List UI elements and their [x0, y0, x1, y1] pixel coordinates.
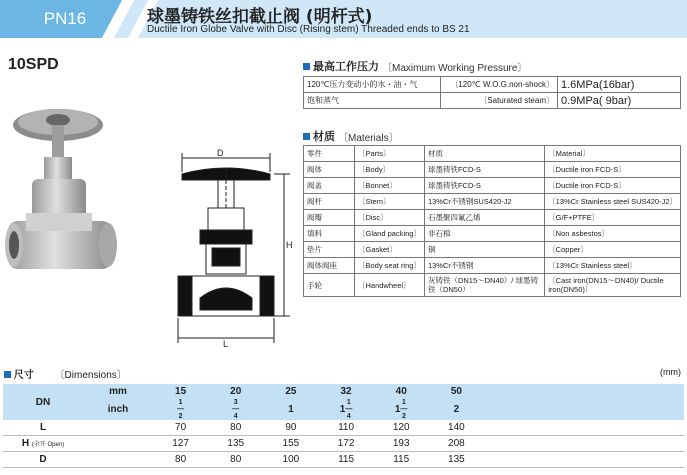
dimension-value: 135 — [429, 452, 484, 468]
product-title-cn: 球墨铸铁丝扣截止阀 (明杆式) — [147, 7, 373, 27]
size-mm: 40 — [374, 384, 429, 399]
model-number: 10SPD — [8, 56, 59, 73]
dimension-value: 172 — [318, 436, 373, 452]
material-en: 〔Non asbestos〕 — [545, 226, 681, 242]
materials-title-en: 〔Materials〕 — [338, 132, 399, 144]
material-en: 〔G/F+PTFE〕 — [545, 210, 681, 226]
part-cn: 阀杆 — [304, 194, 355, 210]
size-inch: 1 1 — 2 — [374, 399, 429, 420]
materials-header-row — [304, 146, 681, 162]
pressure-title-cn: 最高工作压力 — [313, 60, 379, 73]
material-cn: 13%Cr不锈钢 — [424, 258, 544, 274]
header-banner — [0, 0, 687, 40]
size-inch: 1 1 — 4 — [318, 399, 373, 420]
part-en: 〔Bonnet〕 — [355, 178, 425, 194]
material-en: 〔Cast iron(DN15～DN40)/ Ductile iron(DN50)〕 — [545, 274, 681, 297]
material-row — [304, 226, 681, 242]
material-en: 〔13%Cr Stainless steel〕 — [545, 258, 681, 274]
dimensions-unit: (mm) — [660, 367, 681, 377]
size-inch: 1 — 2 — [153, 399, 208, 420]
material-en: 〔Ductile iron FCD-S〕 — [545, 162, 681, 178]
part-en: 〔Body〕 — [355, 162, 425, 178]
material-en-header: 〔Material〕 — [545, 146, 681, 162]
part-cn: 手轮 — [304, 274, 355, 297]
dimension-value: 135 — [208, 436, 263, 452]
part-cn-header: 零件 — [304, 146, 355, 162]
dimension-label: L — [3, 420, 83, 436]
product-title-en: Ductile Iron Globe Valve with Disc (Rising stem) Threaded ends to BS 21 — [147, 24, 470, 35]
size-mm: 20 — [208, 384, 263, 399]
size-inch: 1 — [263, 399, 318, 420]
d-label: D — [217, 148, 224, 158]
dimensions-table — [3, 384, 684, 468]
material-en: 〔Copper〕 — [545, 242, 681, 258]
material-cn: 非石棉 — [424, 226, 544, 242]
l-label: L — [223, 339, 229, 348]
material-en: 〔Ductile iron FCD-S〕 — [545, 178, 681, 194]
size-mm: 50 — [429, 384, 484, 399]
material-row — [304, 242, 681, 258]
part-cn: 阀瓣 — [304, 210, 355, 226]
part-en: 〔Gland packing〕 — [355, 226, 425, 242]
bullet-square-icon — [303, 133, 310, 140]
dimension-label: D — [3, 452, 83, 468]
dimension-value: 100 — [263, 452, 318, 468]
material-cn: 铜 — [424, 242, 544, 258]
material-row — [304, 274, 681, 297]
dimension-value: 115 — [318, 452, 373, 468]
mm-row — [3, 384, 684, 399]
dimensions-title-en: 〔Dimensions〕 — [54, 370, 127, 381]
part-cn: 垫片 — [304, 242, 355, 258]
dimension-value: 140 — [429, 420, 484, 436]
material-row — [304, 210, 681, 226]
pressure-heading — [303, 58, 527, 74]
dimensions-heading — [4, 366, 685, 381]
material-cn: 灰铸铁（DN15～DN40）/ 球墨铸铁（DN50） — [424, 274, 544, 297]
valve-photo — [0, 95, 120, 295]
size-mm: 25 — [263, 384, 318, 399]
size-inch: 3 — 4 — [208, 399, 263, 420]
dimensions-title-cn: 尺寸 — [13, 370, 34, 381]
inch-row — [3, 399, 684, 420]
dimension-row-l — [3, 420, 684, 436]
pressure-class: PN16 — [0, 0, 130, 38]
size-mm: 32 — [318, 384, 373, 399]
dimension-value: 193 — [374, 436, 429, 452]
dimension-value: 155 — [263, 436, 318, 452]
size-inch: 2 — [429, 399, 484, 420]
valve-drawing — [160, 148, 295, 348]
dimension-value: 90 — [263, 420, 318, 436]
pressure-table — [303, 76, 681, 109]
dimension-row-d — [3, 452, 684, 468]
pressure-title-en: 〔Maximum Working Pressure〕 — [382, 62, 528, 74]
part-cn: 阀盖 — [304, 178, 355, 194]
part-en: 〔Gasket〕 — [355, 242, 425, 258]
dimension-value: 80 — [208, 420, 263, 436]
dimension-row-h — [3, 436, 684, 452]
part-en-header: 〔Parts〕 — [355, 146, 425, 162]
dimension-value: 120 — [374, 420, 429, 436]
dimension-label: H — [21, 438, 30, 449]
part-en: 〔Body seat ring〕 — [355, 258, 425, 274]
dimension-value: 115 — [374, 452, 429, 468]
dimension-value: 127 — [153, 436, 208, 452]
part-cn: 填料 — [304, 226, 355, 242]
h-label: H — [286, 240, 293, 250]
part-en: 〔Stem〕 — [355, 194, 425, 210]
pressure-condition-cn: 饱和蒸气 — [304, 93, 441, 109]
part-en: 〔Disc〕 — [355, 210, 425, 226]
dimension-value: 110 — [318, 420, 373, 436]
dimension-note: (全开 Open) — [31, 442, 65, 448]
bullet-square-icon — [303, 63, 310, 70]
material-en: 〔13%Cr Stainless steel SUS420-J2〕 — [545, 194, 681, 210]
dimension-value: 208 — [429, 436, 484, 452]
materials-heading — [303, 128, 399, 144]
part-cn: 阀体阀座 — [304, 258, 355, 274]
dimension-value: 70 — [153, 420, 208, 436]
material-cn: 球墨铸铁FCD-S — [424, 178, 544, 194]
pressure-condition-cn: 120℃压力变动小的水・油・气 — [304, 77, 441, 93]
material-row — [304, 162, 681, 178]
material-row — [304, 194, 681, 210]
pressure-value: 0.9MPa( 9bar) — [558, 93, 681, 109]
pressure-condition-en: 〔Saturated steam〕 — [441, 93, 558, 109]
pressure-row — [304, 93, 681, 109]
material-cn: 球墨铸铁FCD-S — [424, 162, 544, 178]
dimension-value: 80 — [208, 452, 263, 468]
material-cn: 石墨聚四氟乙烯 — [424, 210, 544, 226]
size-mm: 15 — [153, 384, 208, 399]
material-row — [304, 178, 681, 194]
dimension-value: 80 — [153, 452, 208, 468]
material-cn-header: 材质 — [424, 146, 544, 162]
inch-label: inch — [83, 399, 153, 420]
materials-table — [303, 145, 681, 297]
part-cn: 阀体 — [304, 162, 355, 178]
part-en: 〔Handwheel〕 — [355, 274, 425, 297]
materials-title-cn: 材质 — [313, 130, 335, 143]
mm-label: mm — [83, 384, 153, 399]
material-row — [304, 258, 681, 274]
pressure-row — [304, 77, 681, 93]
pressure-condition-en: 〔120℃ W.O.G.non-shock〕 — [441, 77, 558, 93]
dn-label: DN — [3, 384, 83, 420]
material-cn: 13%Cr不锈钢SUS420-J2 — [424, 194, 544, 210]
bullet-square-icon — [4, 371, 11, 378]
pressure-value: 1.6MPa(16bar) — [558, 77, 681, 93]
